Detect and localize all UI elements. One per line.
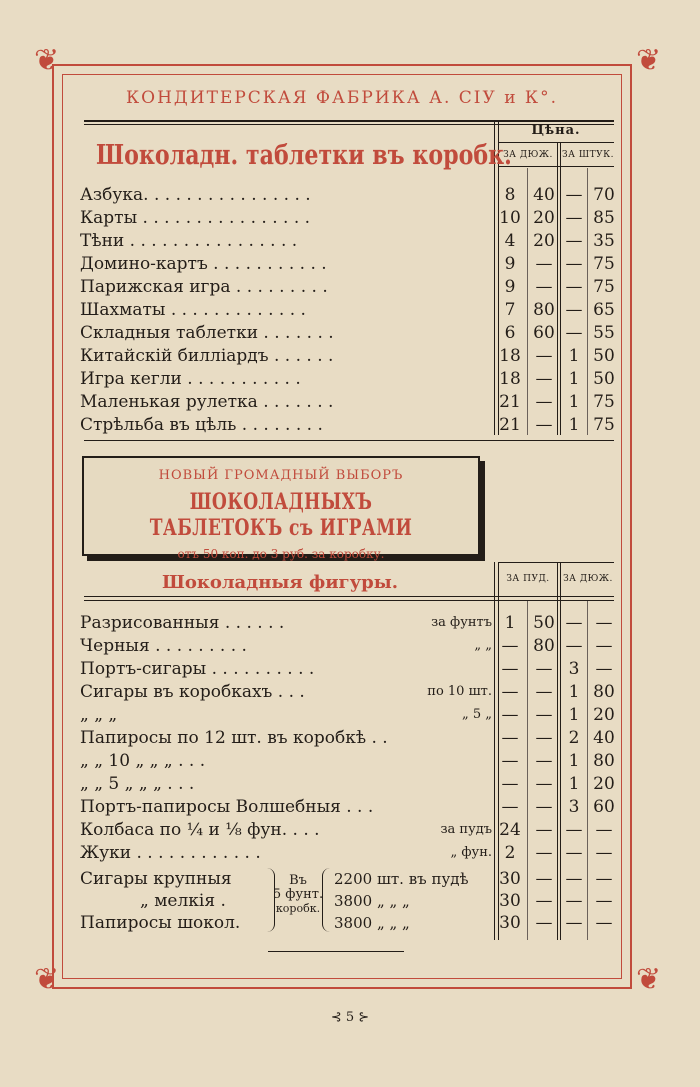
price-cell: 8 [504,185,516,205]
price-cell: 1 [568,415,580,435]
price-cell: 85 [593,208,615,228]
item-unit: за пудъ [440,822,492,837]
col-header-pood: ЗА ПУД. [506,574,550,584]
price-cell: 20 [533,231,555,251]
price-cell: — [565,843,583,863]
price-cell: 75 [593,415,615,435]
price-cell: 80 [593,751,615,771]
price-cell: — [535,797,553,817]
price-cell: 1 [568,751,580,771]
price-cell: — [565,277,583,297]
item-name: „ „ „ [80,705,118,725]
price-cell: — [535,254,553,274]
price-cell: — [565,208,583,228]
divider [84,120,614,122]
item-name: Игра кегли . . . . . . . . . . . [80,369,301,389]
promo-banner [82,456,480,561]
price-cell: 70 [593,185,615,205]
item-unit: за фунтъ [431,615,492,630]
price-cell: 80 [593,682,615,702]
price-cell: — [535,820,553,840]
price-cell: — [595,869,613,889]
price-cell: — [535,392,553,412]
price-cell: — [565,323,583,343]
price-cell: — [501,705,519,725]
list-item: „ мелкія . [140,891,226,911]
price-cell: — [501,751,519,771]
price-cell: — [535,659,553,679]
divider [498,166,614,167]
item-name: Маленькая рулетка . . . . . . . [80,392,334,412]
price-cell: — [501,659,519,679]
price-cell: — [501,682,519,702]
item-name: Портъ-сигары . . . . . . . . . . [80,659,315,679]
item-name: Разрисованныя . . . . . . [80,613,285,633]
price-cell: — [535,415,553,435]
price-cell: 1 [568,392,580,412]
item-name: Парижская игра . . . . . . . . . [80,277,328,297]
price-cell: 20 [593,705,615,725]
price-cell: 6 [504,323,516,343]
item-name: Стрѣльба въ цѣль . . . . . . . . [80,415,323,435]
item-name: Тѣни . . . . . . . . . . . . . . . . [80,231,298,251]
price-cell: — [565,869,583,889]
section-title: Шоколадныя фигуры. [162,572,399,593]
item-name: Папиросы по 12 шт. въ коробкѣ . . [80,728,388,748]
ornament-icon: ⊰ [330,1010,346,1025]
price-cell: — [535,728,553,748]
brace-label: Въ 5 фунт. коробк. [272,873,324,915]
price-cell: — [535,774,553,794]
col-header-dozen: ЗА ДЮЖ. [503,150,553,160]
item-name: Складныя таблетки . . . . . . . [80,323,334,343]
list-item [80,184,620,206]
list-item [80,681,620,703]
price-cell: — [595,613,613,633]
banner-headline: ШОКОЛАДНЫХЪ ТАБЛЕТОКЪ съ ИГРАМИ [149,489,413,541]
list-item [80,207,620,229]
list-item [80,345,620,367]
item-name: Китайскій билліардъ . . . . . . [80,346,334,366]
price-cell: 2 [504,843,516,863]
price-cell: — [535,843,553,863]
price-cell: 30 [499,891,521,911]
item-name: Азбука. . . . . . . . . . . . . . . . [80,185,311,205]
price-cell: 3 [568,659,580,679]
price-cell: — [535,369,553,389]
price-cell: — [595,913,613,933]
price-cell: — [535,869,553,889]
divider [84,440,614,441]
item-name: „ „ 10 „ „ „ . . . [80,751,206,771]
price-cell: — [535,913,553,933]
price-cell: 10 [499,208,521,228]
price-cell: 35 [593,231,615,251]
price-cell: 20 [593,774,615,794]
banner-line: НОВЫЙ ГРОМАДНЫЙ ВЫБОРЪ [158,468,404,483]
price-cell: 60 [533,323,555,343]
price-cell: — [595,820,613,840]
price-cell: — [535,891,553,911]
page-number: ⊰ 5 ⊱ [330,1010,370,1025]
price-cell: 30 [499,869,521,889]
list-item [80,796,620,818]
item-name: Колбаса по ¼ и ⅛ фун. . . . [80,820,320,840]
banner-line: отъ 50 коп. до 3 руб. за коробку. [177,547,385,561]
price-cell: — [565,636,583,656]
price-cell: — [565,254,583,274]
col-header-dozen: ЗА ДЮЖ. [563,574,613,584]
price-cell: — [565,891,583,911]
price-cell: 2 [568,728,580,748]
price-heading: Цѣна. [531,123,581,138]
item-unit: по 10 шт. [427,684,492,699]
list-item [80,322,620,344]
price-cell: — [565,613,583,633]
item-unit: „ „ [474,638,492,653]
price-cell: 40 [593,728,615,748]
price-cell: — [501,636,519,656]
price-cell: 4 [504,231,516,251]
price-cell: — [501,797,519,817]
list-item [80,276,620,298]
list-item [80,704,620,726]
price-cell: 1 [568,369,580,389]
price-cell: 20 [533,208,555,228]
item-unit: „ фун. [450,845,492,860]
list-item [80,842,620,864]
price-cell: 9 [504,277,516,297]
ornament-corner-icon: ❦ [636,43,662,78]
price-cell: 1 [568,705,580,725]
list-item: Папиросы шокол. [80,913,241,933]
price-cell: 30 [499,913,521,933]
price-cell: — [535,682,553,702]
price-cell: — [535,705,553,725]
price-cell: 24 [499,820,521,840]
price-cell: 75 [593,392,615,412]
price-cell: — [595,843,613,863]
item-name: Карты . . . . . . . . . . . . . . . . [80,208,311,228]
ornament-icon: ⊱ [354,1010,370,1025]
price-cell: 80 [533,636,555,656]
item-name: Домино-картъ . . . . . . . . . . . [80,254,327,274]
item-name: „ „ 5 „ „ „ . . . [80,774,195,794]
price-cell: 65 [593,300,615,320]
list-item [80,635,620,657]
list-item [80,368,620,390]
item-name: Жуки . . . . . . . . . . . . [80,843,261,863]
list-item [80,658,620,680]
list-item [80,391,620,413]
price-cell: 50 [593,369,615,389]
price-cell: 21 [499,415,521,435]
price-cell: — [565,231,583,251]
ornament-corner-icon: ❦ [636,962,662,997]
price-cell: 1 [504,613,516,633]
list-item [80,750,620,772]
price-cell: — [595,636,613,656]
price-cell: 18 [499,346,521,366]
ornament-corner-icon: ❦ [34,43,60,78]
list-item [80,612,620,634]
divider [84,596,614,597]
price-cell: — [565,913,583,933]
price-cell: 55 [593,323,615,343]
price-cell: 50 [533,613,555,633]
divider [268,951,404,952]
col-header-piece: ЗА ШТУК. [562,150,614,160]
list-item [80,414,620,436]
item-name: Шахматы . . . . . . . . . . . . . [80,300,306,320]
price-cell: 18 [499,369,521,389]
divider [84,600,614,601]
item-name: Портъ-папиросы Волшебныя . . . [80,797,374,817]
section-title: Шоколадн. таблетки въ коробк. [96,140,512,171]
price-cell: — [595,659,613,679]
item-name: Черныя . . . . . . . . . [80,636,247,656]
item-unit: „ 5 „ [461,707,492,722]
list-item [80,253,620,275]
price-cell: 75 [593,277,615,297]
ornament-corner-icon: ❦ [34,962,60,997]
brace-icon [322,868,331,932]
price-cell: 1 [568,346,580,366]
price-cell: 75 [593,254,615,274]
price-cell: — [565,820,583,840]
price-cell: 50 [593,346,615,366]
price-cell: — [501,728,519,748]
price-cell: — [535,751,553,771]
price-cell: 60 [593,797,615,817]
price-cell: — [595,891,613,911]
price-cell: 7 [504,300,516,320]
price-cell: 1 [568,682,580,702]
list-item [80,230,620,252]
list-item [80,819,620,841]
quantity-notes: 2200 шт. въ пудѣ 3800 „ „ „ 3800 „ „ „ [334,870,469,932]
list-item [80,727,620,749]
list-item [80,773,620,795]
price-cell: 1 [568,774,580,794]
price-cell: 9 [504,254,516,274]
price-cell: — [535,277,553,297]
divider [498,562,614,563]
list-item: Сигары крупныя [80,869,232,889]
price-cell: — [565,300,583,320]
page-header: КОНДИТЕРСКАЯ ФАБРИКА А. СІУ и К°. [126,88,558,108]
list-item [80,299,620,321]
price-cell: — [501,774,519,794]
price-cell: 3 [568,797,580,817]
divider [498,142,614,143]
price-cell: 80 [533,300,555,320]
price-cell: 40 [533,185,555,205]
item-name: Сигары въ коробкахъ . . . [80,682,305,702]
price-cell: 21 [499,392,521,412]
price-cell: — [535,346,553,366]
price-cell: — [565,185,583,205]
